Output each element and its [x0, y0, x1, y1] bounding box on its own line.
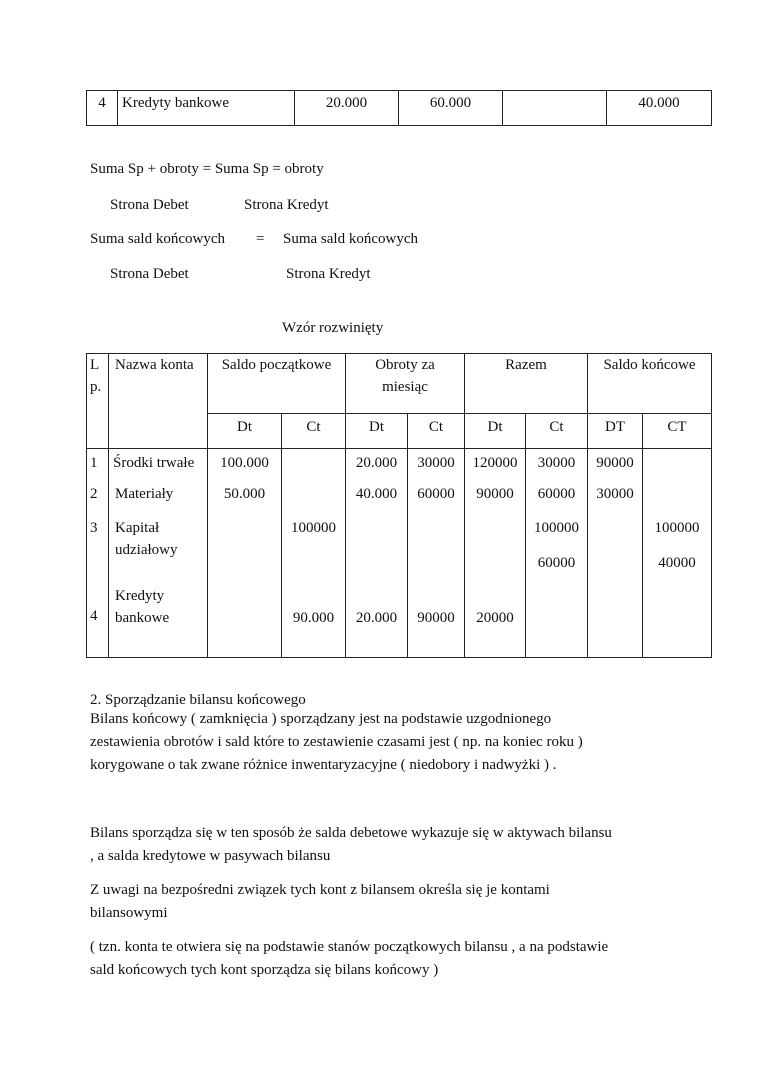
cell-value: 90000 [408, 585, 465, 629]
cell-value: 60000 [526, 483, 588, 517]
account-name: Materiały [109, 483, 208, 517]
cell-value [588, 585, 643, 629]
top-table-fragment [86, 90, 712, 126]
formula-debit-side: Strona Debet [110, 197, 189, 213]
cell-value [643, 483, 712, 517]
subheader-cell: DT [588, 414, 643, 449]
cell-value [465, 517, 526, 585]
cell-value: 40.000 [346, 483, 408, 517]
table-title: Wzór rozwinięty [282, 320, 384, 336]
cell-value: 100000 [282, 517, 346, 585]
subheader-cell: Dt [346, 414, 408, 449]
header-opening-balance: Saldo początkowe [208, 354, 346, 414]
cell-value: 50.000 [208, 483, 282, 517]
row-number: 3 [87, 517, 109, 585]
paragraph-line: bilansowymi [90, 905, 168, 921]
paragraph-line: Z uwagi na bezpośredni związek tych kont z bilansem określa się je kontami [90, 882, 550, 898]
row-number: 4 [87, 585, 109, 629]
cell-value [643, 585, 712, 629]
row-number: 2 [87, 483, 109, 517]
cell-value: 60.000 [399, 91, 503, 126]
cell-value: 90000 [465, 483, 526, 517]
accounts-table [86, 353, 712, 658]
cell-value: 20000 [465, 585, 526, 629]
subheader-cell: Ct [282, 414, 346, 449]
cell-value [282, 483, 346, 517]
formula-line-1: Suma Sp + obroty = Suma Sp = obroty [90, 161, 324, 177]
subheader-cell: Ct [526, 414, 588, 449]
cell-value: 100.000 [208, 449, 282, 484]
subheader-cell: Ct [408, 414, 465, 449]
paragraph-line: Bilans sporządza się w ten sposób że salda debetowe wykazuje się w aktywach bilansu [90, 825, 612, 841]
formula-credit-side-2: Strona Kredyt [286, 266, 371, 282]
formula-closing-left: Suma sald końcowych [90, 231, 225, 247]
cell-value [408, 517, 465, 585]
cell-value: 30000 [526, 449, 588, 484]
formula-debit-side-2: Strona Debet [110, 266, 189, 282]
paragraph-line: ( tzn. konta te otwiera się na podstawie stanów początkowych bilansu , a na podstawie [90, 939, 609, 955]
cell-value: 120000 [465, 449, 526, 484]
cell-value: 90.000 [282, 585, 346, 629]
cell-value [208, 585, 282, 629]
row-number: 1 [87, 449, 109, 484]
cell-value [208, 517, 282, 585]
header-account-name: Nazwa konta [109, 354, 208, 449]
cell-value: 100000 60000 [526, 517, 588, 585]
formula-equals: = [256, 231, 265, 247]
cell-value: 30000 [588, 483, 643, 517]
paragraph-line: zestawienia obrotów i sald które to zestawienie czasami jest ( np. na koniec roku ) [90, 734, 583, 750]
cell-value [503, 91, 607, 126]
table-row [87, 449, 712, 484]
cell-value [526, 585, 588, 629]
cell-value: 100000 40000 [643, 517, 712, 585]
cell-value [282, 449, 346, 484]
account-name: Środki trwałe [109, 449, 208, 484]
formula-closing-right: Suma sald końcowych [283, 231, 418, 247]
table-row [87, 483, 712, 517]
formula-credit-side: Strona Kredyt [244, 197, 329, 213]
table-row [87, 585, 712, 629]
cell-value [643, 449, 712, 484]
header-total: Razem [465, 354, 588, 414]
paragraph-line: Bilans końcowy ( zamknięcia ) sporządzany jest na podstawie uzgodnionego [90, 711, 552, 727]
paragraph-line: , a salda kredytowe w pasywach bilansu [90, 848, 331, 864]
header-turnover: Obroty za miesiąc [346, 354, 465, 414]
table-row [87, 517, 712, 585]
row-number: 4 [87, 91, 118, 126]
table-row [87, 91, 712, 126]
subheader-cell: Dt [208, 414, 282, 449]
account-name: Kredyty bankowe [118, 91, 295, 126]
cell-value: 60000 [408, 483, 465, 517]
cell-value: 20.000 [295, 91, 399, 126]
paragraph-line: sald końcowych tych kont sporządza się bilans końcowy ) [90, 962, 439, 978]
paragraph-line: korygowane o tak zwane różnice inwentaryzacyjne ( niedobory i nadwyżki ) . [90, 757, 557, 773]
account-name: Kredyty bankowe [109, 585, 208, 629]
cell-value: 20.000 [346, 585, 408, 629]
table-row-spacer [87, 629, 712, 658]
header-closing-balance: Saldo końcowe [588, 354, 712, 414]
header-row [87, 354, 712, 414]
cell-value [346, 517, 408, 585]
account-name: Kapitał udziałowy [109, 517, 208, 585]
subheader-cell: Dt [465, 414, 526, 449]
cell-value: 20.000 [346, 449, 408, 484]
cell-value: 90000 [588, 449, 643, 484]
header-lp: L p. [87, 354, 109, 449]
subheader-cell: CT [643, 414, 712, 449]
cell-value: 30000 [408, 449, 465, 484]
section-heading: 2. Sporządzanie bilansu końcowego [90, 692, 306, 708]
cell-value [588, 517, 643, 585]
cell-value: 40.000 [607, 91, 712, 126]
